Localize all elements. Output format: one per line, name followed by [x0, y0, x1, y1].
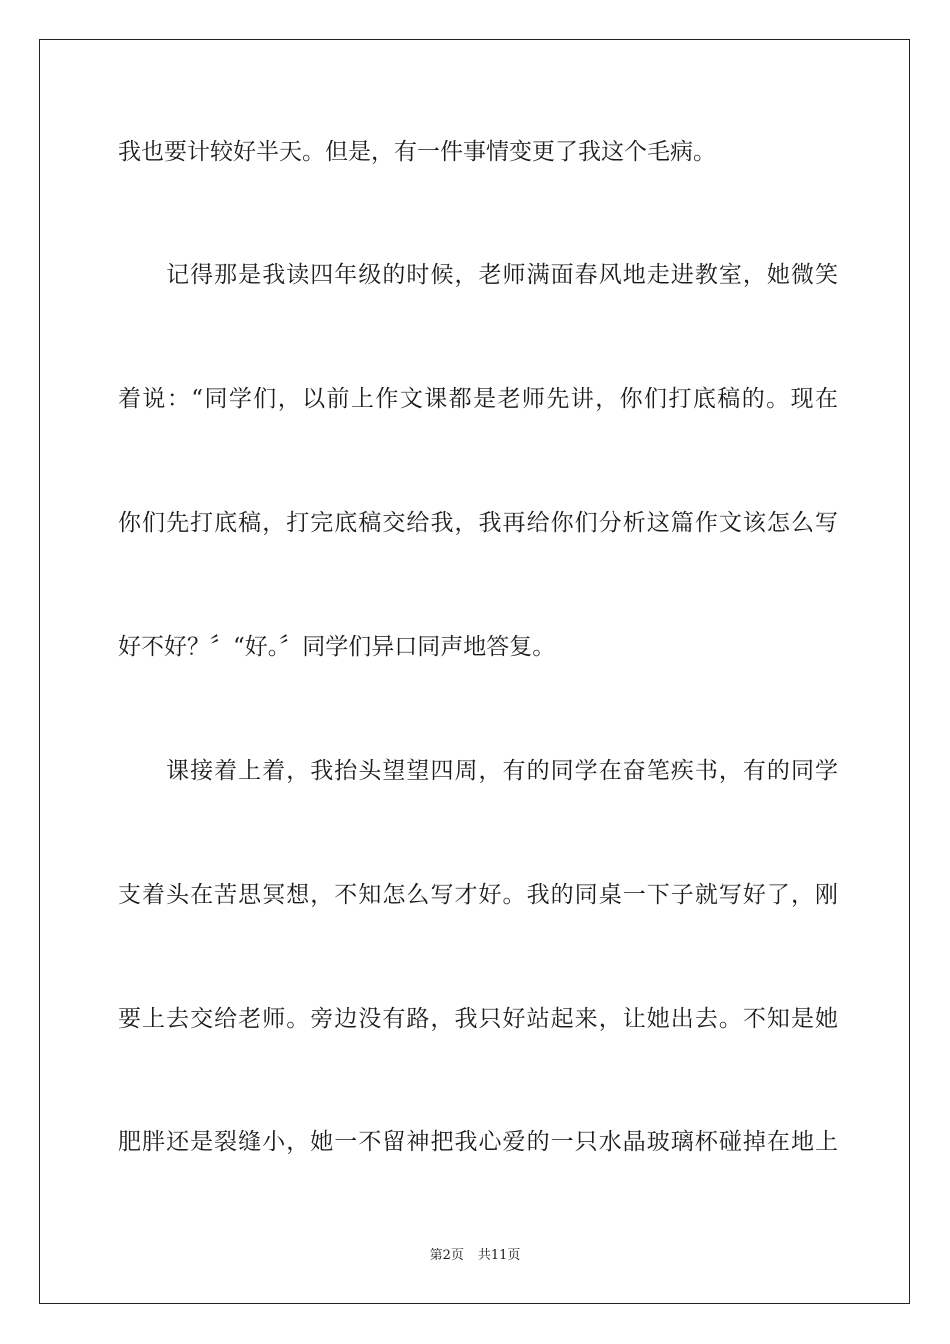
paragraph-line: 你们先打底稿，打完底稿交给我，我再给你们分析这篇作文该怎么写: [118, 510, 838, 536]
paragraph-line: 支着头在苦思冥想，不知怎么写才好。我的同桌一下子就写好了，刚: [118, 882, 838, 908]
page-total: 共11页: [477, 1248, 521, 1263]
page-number: 第2页: [429, 1248, 464, 1263]
paragraph-line: 课接着上着，我抬头望望四周，有的同学在奋笔疾书，有的同学: [118, 758, 838, 784]
paragraph-line: 要上去交给老师。旁边没有路，我只好站起来，让她出去。不知是她: [118, 1006, 838, 1032]
page-footer: [0, 1247, 950, 1265]
paragraph-line: 记得那是我读四年级的时候，老师满面春风地走进教室，她微笑: [118, 262, 838, 288]
paragraph-line: 着说：“同学们，以前上作文课都是老师先讲，你们打底稿的。现在: [118, 386, 838, 412]
page-border: [39, 39, 910, 1304]
paragraph-line: 我也要计较好半天。但是，有一件事情变更了我这个毛病。: [118, 139, 716, 165]
paragraph-line: 好不好？〞“好。〞同学们异口同声地答复。: [118, 634, 556, 660]
paragraph-line: 肥胖还是裂缝小，她一不留神把我心爱的一只水晶玻璃杯碰掉在地上: [118, 1129, 838, 1155]
